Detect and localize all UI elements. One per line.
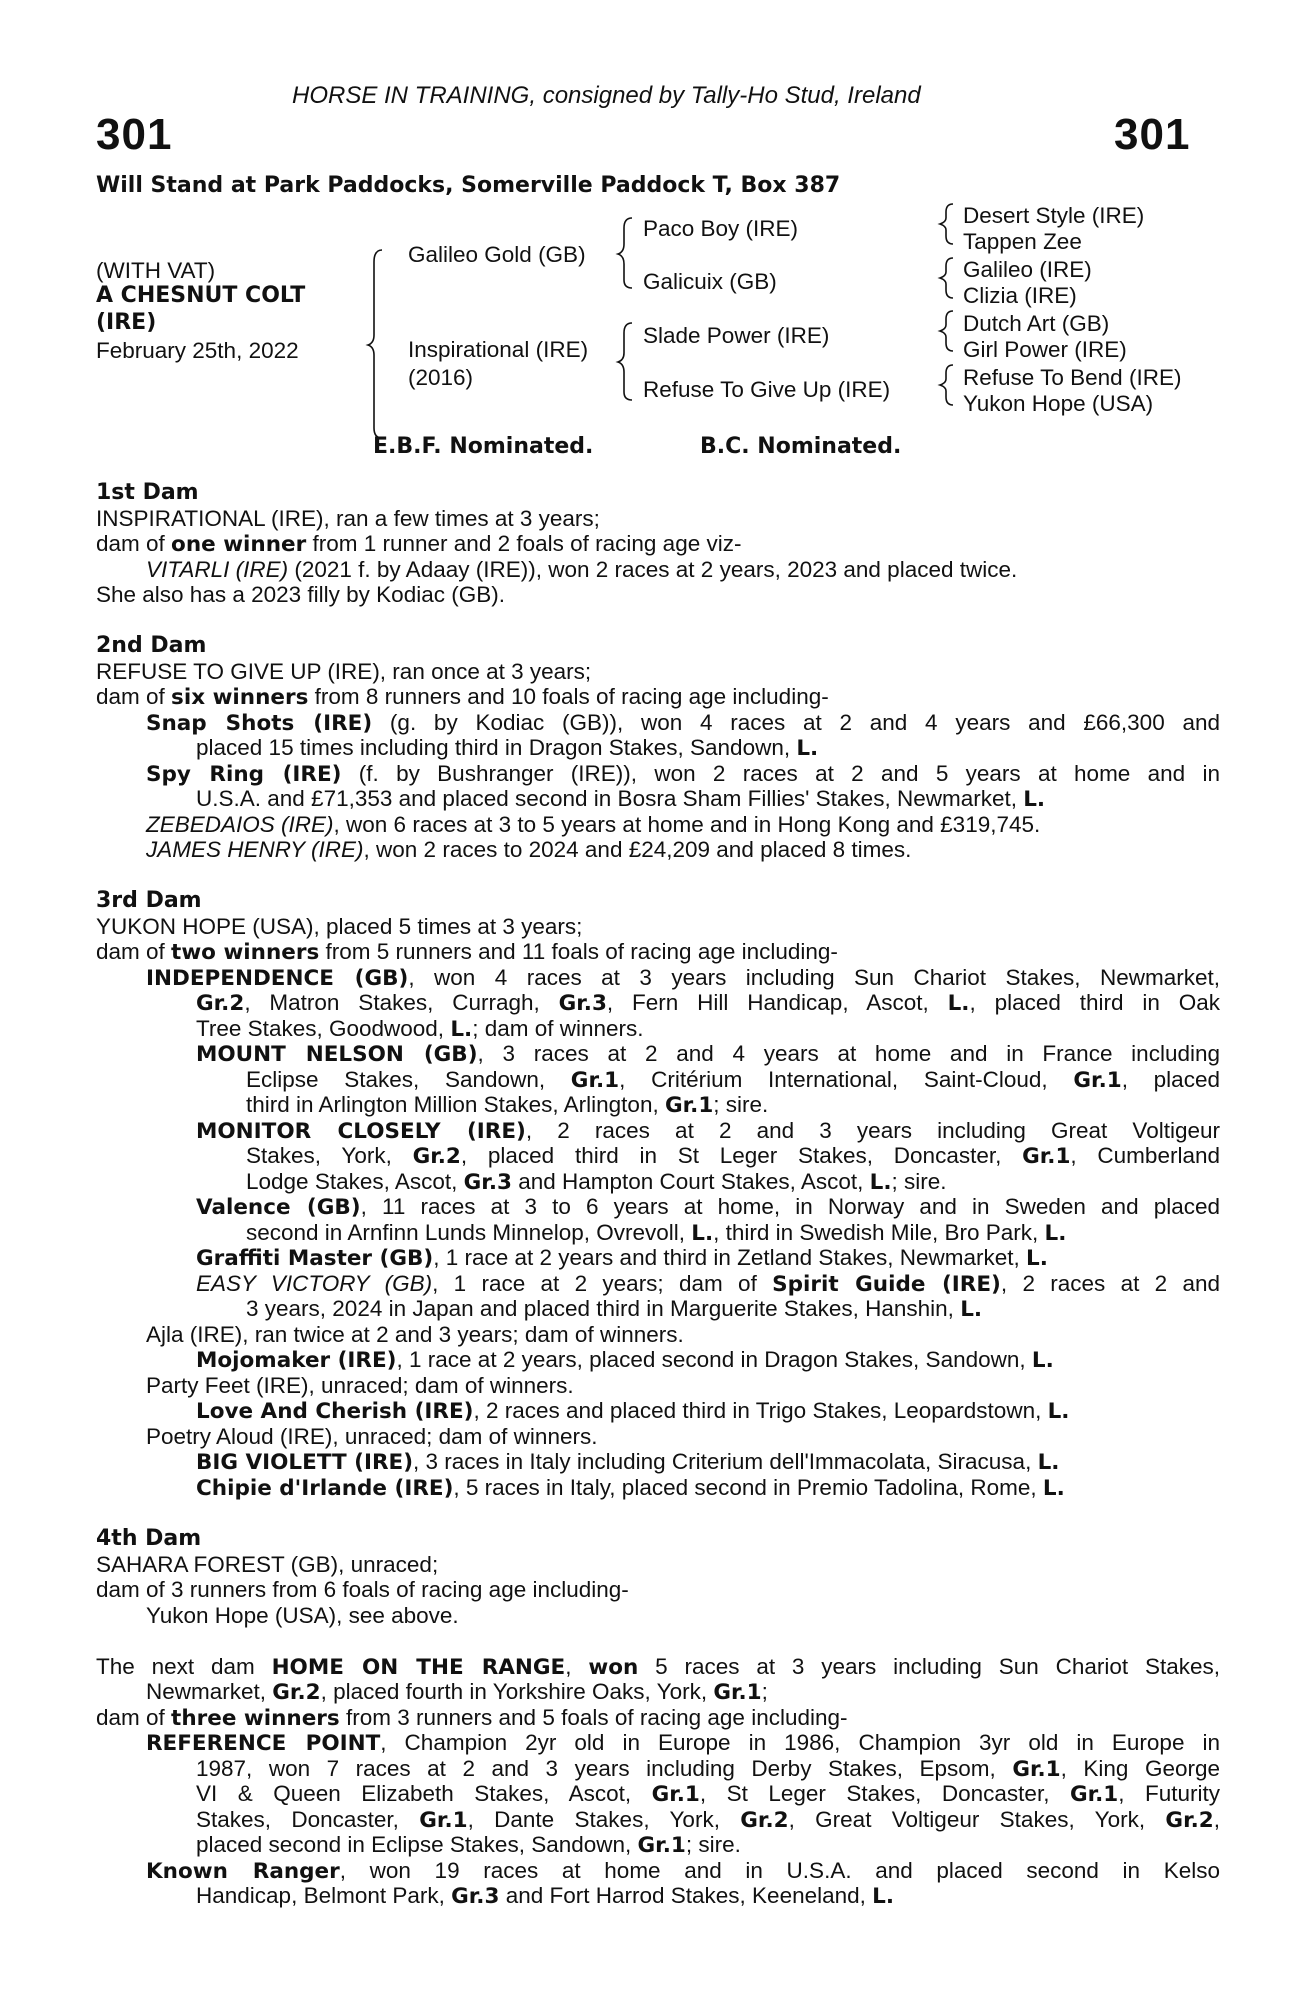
- third-dam-grandfoal-cont: 3 years, 2024 in Japan and placed third in Marguerite Stakes, Hanshin, L.: [246, 1296, 983, 1322]
- second-dam-foal: ZEBEDAIOS (IRE), won 6 races at 3 to 5 years at home and in Hong Kong and £319,745.: [146, 812, 1041, 837]
- location-line: Will Stand at Park Paddocks, Somerville Paddock T, Box 387: [96, 173, 841, 198]
- third-dam-foal: INDEPENDENCE (GB), won 4 races at 3 years including Sun Chariot Stakes, Newmarket,: [146, 965, 1220, 991]
- lot-number-right: 301: [1114, 110, 1191, 159]
- third-dam-foal: Ajla (IRE), ran twice at 2 and 3 years; dam of winners.: [146, 1322, 684, 1347]
- first-dam-note: She also has a 2023 filly by Kodiac (GB).: [96, 582, 505, 607]
- third-dam-grandfoal: Chipie d'Irlande (IRE), 5 races in Italy, placed second in Premio Tadolina, Rome, L.: [196, 1475, 1065, 1501]
- first-dam-heading: 1st Dam: [96, 480, 199, 505]
- subject-foaled: February 25th, 2022: [96, 338, 299, 363]
- next-dam-line-cont: Newmarket, Gr.2, placed fourth in Yorkshire Oaks, York, Gr.1;: [146, 1679, 768, 1705]
- next-dam-foal-cont: Stakes, Doncaster, Gr.1, Dante Stakes, York, Gr.2, Great Voltigeur Stakes, York, Gr.2,: [196, 1807, 1220, 1833]
- second-dam-foal: Snap Shots (IRE) (g. by Kodiac (GB)), won 4 races at 2 and 4 years and £66,300 and: [146, 710, 1220, 736]
- pedigree-sds: Galileo (IRE): [963, 257, 1092, 282]
- pedigree-sire: Galileo Gold (GB): [408, 242, 586, 267]
- third-dam-foal: Poetry Aloud (IRE), unraced; dam of winners.: [146, 1424, 598, 1449]
- pedigree-sire-dam: Galicuix (GB): [643, 269, 777, 294]
- third-dam-foal-cont: Gr.2, Matron Stakes, Curragh, Gr.3, Fern Hill Handicap, Ascot, L., placed third in Oak: [196, 990, 1220, 1016]
- second-dam-foal: Spy Ring (IRE) (f. by Bushranger (IRE)), won 2 races at 2 and 5 years at home and in: [146, 761, 1220, 787]
- third-dam-grandfoal-cont: second in Arnfinn Lunds Minnelop, Ovrevoll, L., third in Swedish Mile, Bro Park, L.: [246, 1220, 1067, 1246]
- pedigree-dam-dam: Refuse To Give Up (IRE): [643, 377, 891, 402]
- fourth-dam-foal: Yukon Hope (USA), see above.: [146, 1603, 459, 1628]
- first-dam-foal: VITARLI (IRE) (2021 f. by Adaay (IRE)), won 2 races at 2 years, 2023 and placed twice.: [146, 557, 1018, 582]
- fourth-dam-heading: 4th Dam: [96, 1526, 202, 1551]
- third-dam-grandfoal: EASY VICTORY (GB), 1 race at 2 years; dam of Spirit Guide (IRE), 2 races at 2 and: [196, 1271, 1221, 1297]
- next-dam-foal-cont: VI & Queen Elizabeth Stakes, Ascot, Gr.1, St Leger Stakes, Doncaster, Gr.1, Futurity: [196, 1781, 1220, 1807]
- third-dam-foal: Party Feet (IRE), unraced; dam of winners.: [146, 1373, 574, 1398]
- fourth-dam-produce: dam of 3 runners from 6 foals of racing age including-: [96, 1577, 629, 1602]
- pedigree-ddd: Yukon Hope (USA): [963, 391, 1154, 416]
- pedigree-dss: Dutch Art (GB): [963, 311, 1110, 336]
- pedigree-dsd: Girl Power (IRE): [963, 337, 1127, 362]
- next-dam-foal-cont: 1987, won 7 races at 2 and 3 years including Derby Stakes, Epsom, Gr.1, King George: [196, 1756, 1220, 1782]
- pedigree-sdd: Clizia (IRE): [963, 283, 1077, 308]
- pedigree-dam-year: (2016): [408, 365, 474, 390]
- second-dam-line: REFUSE TO GIVE UP (IRE), ran once at 3 years;: [96, 659, 592, 684]
- next-dam-line: The next dam HOME ON THE RANGE, won 5 races at 3 years including Sun Chariot Stakes,: [96, 1654, 1220, 1680]
- subject-name-country: (IRE): [96, 310, 157, 335]
- fourth-dam-line: SAHARA FOREST (GB), unraced;: [96, 1552, 439, 1577]
- first-dam-line: INSPIRATIONAL (IRE), ran a few times at 3 years;: [96, 506, 600, 531]
- pedigree-dds: Refuse To Bend (IRE): [963, 365, 1182, 390]
- third-dam-grandfoal-cont: Lodge Stakes, Ascot, Gr.3 and Hampton Court Stakes, Ascot, L.; sire.: [246, 1169, 947, 1195]
- lot-number-left: 301: [96, 110, 173, 159]
- first-dam-produce: dam of one winner from 1 runner and 2 foals of racing age viz-: [96, 531, 742, 557]
- second-dam-produce: dam of six winners from 8 runners and 10 foals of racing age including-: [96, 684, 829, 710]
- vat-label: (WITH VAT): [96, 258, 216, 283]
- third-dam-grandfoal-cont: Stakes, York, Gr.2, placed third in St Leger Stakes, Doncaster, Gr.1, Cumberland: [246, 1143, 1220, 1169]
- ebf-nomination: E.B.F. Nominated.: [373, 434, 594, 459]
- pedigree-dam: Inspirational (IRE): [408, 337, 589, 362]
- next-dam-foal: Known Ranger, won 19 races at home and in U.S.A. and placed second in Kelso: [146, 1858, 1220, 1884]
- third-dam-grandfoal: Mojomaker (IRE), 1 race at 2 years, placed second in Dragon Stakes, Sandown, L.: [196, 1347, 1054, 1373]
- next-dam-produce: dam of three winners from 3 runners and 5 foals of racing age including-: [96, 1705, 848, 1731]
- third-dam-grandfoal-cont: Eclipse Stakes, Sandown, Gr.1, Critérium International, Saint-Cloud, Gr.1, placed: [246, 1067, 1220, 1093]
- second-dam-foal: JAMES HENRY (IRE), won 2 races to 2024 and £24,209 and placed 8 times.: [146, 837, 912, 862]
- pedigree-sss: Desert Style (IRE): [963, 203, 1145, 228]
- third-dam-grandfoal: Love And Cherish (IRE), 2 races and placed third in Trigo Stakes, Leopardstown, L.: [196, 1398, 1070, 1424]
- second-dam-foal-cont: placed 15 times including third in Dragon Stakes, Sandown, L.: [196, 735, 819, 761]
- bc-nomination: B.C. Nominated.: [700, 434, 902, 459]
- third-dam-grandfoal: BIG VIOLETT (IRE), 3 races in Italy including Criterium dell'Immacolata, Siracusa, L.: [196, 1449, 1060, 1475]
- next-dam-foal-cont: Handicap, Belmont Park, Gr.3 and Fort Harrod Stakes, Keeneland, L.: [196, 1883, 895, 1909]
- third-dam-produce: dam of two winners from 5 runners and 11 foals of racing age including-: [96, 939, 838, 965]
- third-dam-grandfoal: MOUNT NELSON (GB), 3 races at 2 and 4 years at home and in France including: [196, 1041, 1220, 1067]
- third-dam-grandfoal: Valence (GB), 11 races at 3 to 6 years at home, in Norway and in Sweden and placed: [196, 1194, 1220, 1220]
- second-dam-heading: 2nd Dam: [96, 633, 207, 658]
- pedigree-sire-sire: Paco Boy (IRE): [643, 216, 799, 241]
- second-dam-foal-cont: U.S.A. and £71,353 and placed second in Bosra Sham Fillies' Stakes, Newmarket, L.: [196, 786, 1046, 812]
- consignment-line: HORSE IN TRAINING, consigned by Tally-Ho Stud, Ireland: [292, 82, 921, 109]
- third-dam-heading: 3rd Dam: [96, 888, 202, 913]
- third-dam-foal-cont: Tree Stakes, Goodwood, L.; dam of winners.: [196, 1016, 644, 1042]
- pedigree-ssd: Tappen Zee: [963, 229, 1082, 254]
- next-dam-foal-cont: placed second in Eclipse Stakes, Sandown, Gr.1; sire.: [196, 1832, 741, 1858]
- third-dam-grandfoal-cont: third in Arlington Million Stakes, Arlington, Gr.1; sire.: [246, 1092, 769, 1118]
- next-dam-foal: REFERENCE POINT, Champion 2yr old in Europe in 1986, Champion 3yr old in Europe in: [146, 1730, 1220, 1756]
- subject-name: A CHESNUT COLT: [96, 283, 306, 308]
- third-dam-grandfoal: Graffiti Master (GB), 1 race at 2 years and third in Zetland Stakes, Newmarket, L.: [196, 1245, 1048, 1271]
- third-dam-line: YUKON HOPE (USA), placed 5 times at 3 years;: [96, 914, 583, 939]
- pedigree-dam-sire: Slade Power (IRE): [643, 323, 830, 348]
- third-dam-grandfoal: MONITOR CLOSELY (IRE), 2 races at 2 and 3 years including Great Voltigeur: [196, 1118, 1220, 1144]
